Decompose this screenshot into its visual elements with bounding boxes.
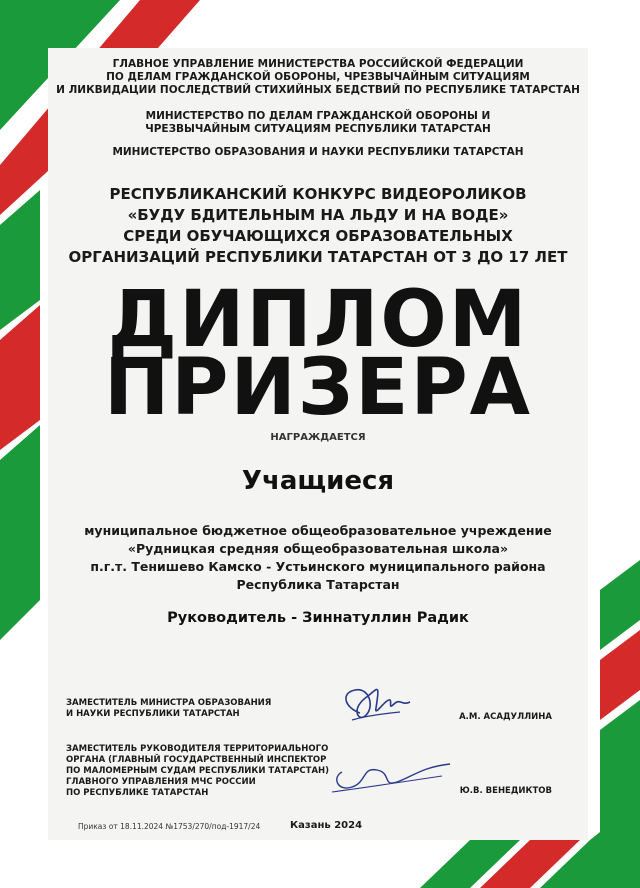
award-label: НАГРАЖДАЕТСЯ bbox=[270, 432, 366, 443]
place-year: Казань 2024 bbox=[290, 820, 363, 831]
diploma-title-line-2: ПРИЗЕРА bbox=[104, 343, 532, 433]
contest-line-1: РЕСПУБЛИКАНСКИЙ КОНКУРС ВИДЕОРОЛИКОВ bbox=[109, 185, 527, 203]
signatory-1-title-line: И НАУКИ РЕСПУБЛИКИ ТАТАРСТАН bbox=[66, 709, 240, 719]
header-line-4: МИНИСТЕРСТВО ПО ДЕЛАМ ГРАЖДАНСКОЙ ОБОРОНЫ И bbox=[145, 110, 491, 122]
contest-line-2: «БУДУ БДИТЕЛЬНЫМ НА ЛЬДУ И НА ВОДЕ» bbox=[127, 206, 509, 224]
header-line-2: ПО ДЕЛАМ ГРАЖДАНСКОЙ ОБОРОНЫ, ЧРЕЗВЫЧАЙНЫМ СИТУАЦИЯМ bbox=[106, 71, 530, 83]
leader-line: Руководитель - Зиннатуллин Радик bbox=[167, 610, 469, 626]
header-line-1: ГЛАВНОЕ УПРАВЛЕНИЕ МИНИСТЕРСТВА РОССИЙСКОЙ ФЕДЕРАЦИИ bbox=[112, 58, 524, 70]
signatory-2-title-line: ОРГАНА (ГЛАВНЫЙ ГОСУДАРСТВЕННЫЙ ИНСПЕКТОР bbox=[66, 755, 327, 765]
header-line-6: МИНИСТЕРСТВО ОБРАЗОВАНИЯ И НАУКИ РЕСПУБЛИКИ ТАТАРСТАН bbox=[112, 146, 524, 158]
recipient-name: Учащиеся bbox=[241, 466, 395, 496]
organization-line-2: «Рудницкая средняя общеобразовательная школа» bbox=[127, 541, 509, 556]
signatory-2-name: Ю.В. ВЕНЕДИКТОВ bbox=[459, 786, 552, 796]
signatory-2-title-line: ПО РЕСПУБЛИКЕ ТАТАРСТАН bbox=[66, 788, 209, 798]
contest-line-4: ОРГАНИЗАЦИЙ РЕСПУБЛИКИ ТАТАРСТАН ОТ 3 ДО 17 ЛЕТ bbox=[68, 248, 568, 266]
header-line-5: ЧРЕЗВЫЧАЙНЫМ СИТУАЦИЯМ РЕСПУБЛИКИ ТАТАРСТАН bbox=[145, 123, 491, 135]
signatory-2-title-line: ЗАМЕСТИТЕЛЬ РУКОВОДИТЕЛЯ ТЕРРИТОРИАЛЬНОГО bbox=[66, 744, 329, 754]
organization-line-1: муниципальное бюджетное общеобразовательное учреждение bbox=[84, 523, 552, 538]
header-line-3: И ЛИКВИДАЦИИ ПОСЛЕДСТВИЙ СТИХИЙНЫХ БЕДСТВИЙ ПО РЕСПУБЛИКЕ ТАТАРСТАН bbox=[56, 84, 580, 96]
organization-line-3: п.г.т. Тенишево Камско - Устьинского муниципального района bbox=[90, 559, 546, 574]
organization-line-4: Республика Татарстан bbox=[236, 577, 400, 592]
signature-1 bbox=[330, 678, 420, 728]
diploma-title-line-1: ДИПЛОМ bbox=[107, 275, 529, 365]
order-number: Приказ от 18.11.2024 №1753/270/под-1917/24 bbox=[78, 822, 261, 831]
contest-line-3: СРЕДИ ОБУЧАЮЩИХСЯ ОБРАЗОВАТЕЛЬНЫХ bbox=[123, 227, 513, 245]
signatory-1-title-line: ЗАМЕСТИТЕЛЬ МИНИСТРА ОБРАЗОВАНИЯ bbox=[66, 698, 272, 708]
signatory-2-title-line: ПО МАЛОМЕРНЫМ СУДАМ РЕСПУБЛИКИ ТАТАРСТАН) bbox=[66, 766, 330, 776]
signatory-1-name: А.М. АСАДУЛЛИНА bbox=[459, 712, 552, 722]
signatory-2-title bbox=[66, 744, 329, 799]
signatory-1-title bbox=[66, 698, 271, 720]
signature-2 bbox=[322, 752, 462, 802]
signatory-2-title-line: ГЛАВНОГО УПРАВЛЕНИЯ МЧС РОССИИ bbox=[66, 777, 256, 787]
